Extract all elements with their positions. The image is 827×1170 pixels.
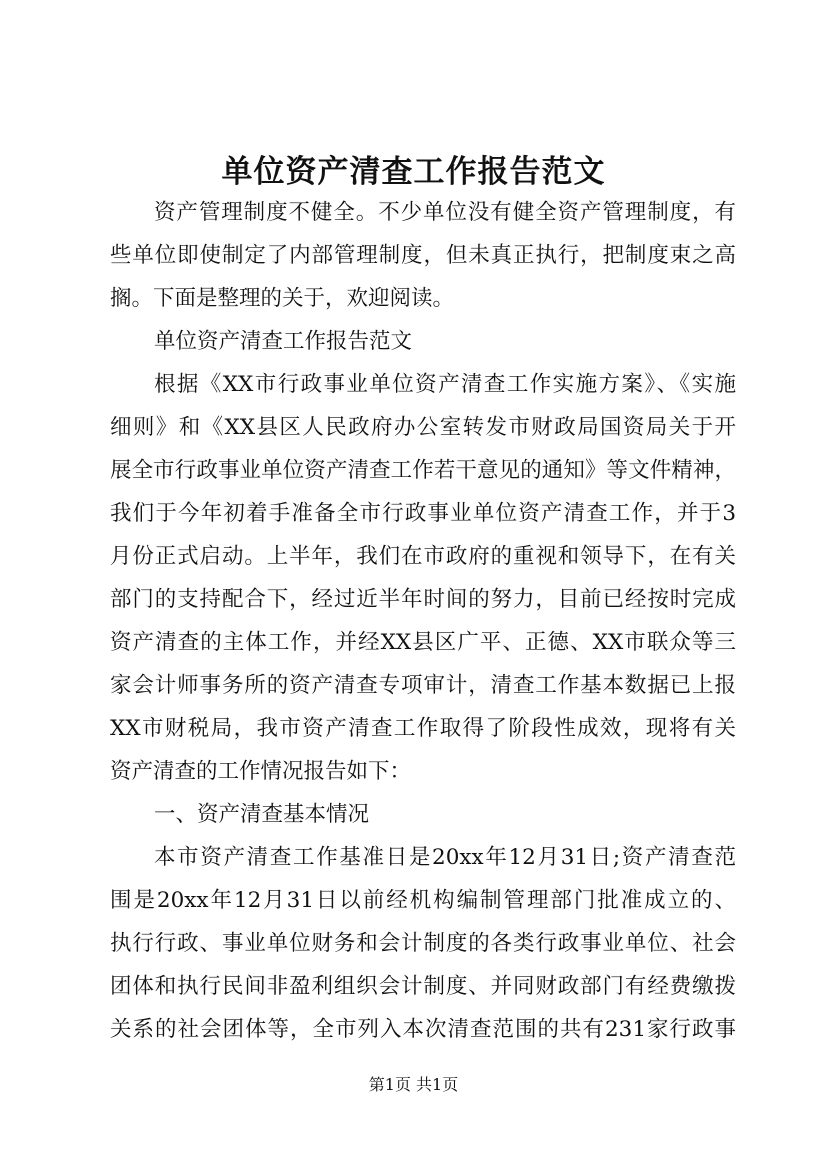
paragraph [110, 793, 736, 836]
paragraph [110, 191, 736, 320]
text-line: 资产管理制度不健全。不少单位没有健全资产管理制度，有 [154, 200, 736, 225]
text-line: 本市资产清查工作基准日是20xx年12月31日;资产清查范 [154, 845, 736, 870]
paragraph [110, 836, 736, 1051]
text-line: 根据《XX市行政事业单位资产清查工作实施方案》、《实施 [154, 372, 736, 397]
paragraph [110, 363, 736, 793]
text-line: 围是20xx年12月31日以前经机构编制管理部门批准成立的、 [110, 888, 736, 913]
text-line: 月份正式启动。上半年，我们在市政府的重视和领导下，在有关 [110, 544, 736, 569]
text-line: 资产清查的主体工作，并经XX县区广平、正德、XX市联众等三 [110, 630, 736, 655]
text-line: 我们于今年初着手准备全市行政事业单位资产清查工作，并于3 [110, 501, 736, 526]
page-footer: 第1页 共1页 [368, 1075, 459, 1094]
document-title: 单位资产清查工作报告范文 [221, 154, 606, 190]
text-line: 一、资产清查基本情况 [154, 802, 370, 827]
text-line: 家会计师事务所的资产清查专项审计，清查工作基本数据已上报 [110, 673, 736, 698]
text-line: 部门的支持配合下，经过近半年时间的努力，目前已经按时完成 [110, 587, 736, 612]
text-line: 单位资产清查工作报告范文 [154, 329, 413, 354]
text-line: 关系的社会团体等，全市列入本次清查范围的共有231家行政事 [110, 1017, 736, 1042]
text-line: 资产清查的工作情况报告如下： [110, 759, 412, 784]
text-line: 搁。下面是整理的关于，欢迎阅读。 [110, 286, 455, 311]
text-line: 团体和执行民间非盈利组织会计制度、并同财政部门有经费缴拨 [110, 974, 736, 999]
paragraph [110, 320, 736, 363]
text-line: 些单位即使制定了内部管理制度，但未真正执行，把制度束之高 [110, 243, 736, 268]
text-line: XX市财税局，我市资产清查工作取得了阶段性成效，现将有关 [110, 716, 736, 741]
document-body [110, 191, 736, 1051]
text-line: 展全市行政事业单位资产清查工作若干意见的通知》等文件精神， [110, 458, 736, 483]
text-line: 细则》和《XX县区人民政府办公室转发市财政局国资局关于开 [110, 415, 736, 440]
text-line: 执行行政、事业单位财务和会计制度的各类行政事业单位、社会 [110, 931, 736, 956]
